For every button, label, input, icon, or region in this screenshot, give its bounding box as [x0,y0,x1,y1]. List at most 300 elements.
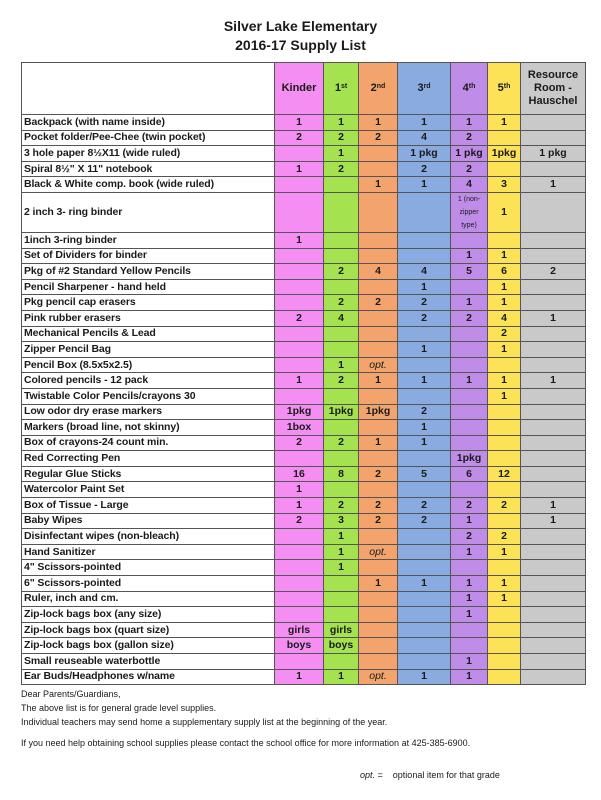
grade-3-quantity: 1 [398,669,451,685]
kinder-quantity [275,560,324,576]
grade-5-quantity [488,232,521,248]
kinder-quantity: 1 [275,115,324,131]
kinder-quantity: 1pkg [275,404,324,420]
table-row [22,161,586,177]
optional-legend [360,770,500,781]
kinder-quantity: 1 [275,498,324,514]
resource-room-column-header [521,63,586,115]
grade-3-quantity: 1 [398,576,451,592]
supply-item-name: Spiral 8½" X 11" notebook [22,161,275,177]
grade-3-quantity: 1 [398,279,451,295]
grade-1-quantity: 1 [324,146,359,162]
supply-item-name: Mechanical Pencils & Lead [22,326,275,342]
resource-room-quantity: 1 [521,513,586,529]
resource-room-quantity [521,435,586,451]
grade-3-quantity: 1 [398,420,451,436]
table-row [22,513,586,529]
resource-room-quantity [521,591,586,607]
resource-room-quantity [521,622,586,638]
table-row [22,357,586,373]
column-header-ordinal: rd [423,83,431,90]
table-row [22,622,586,638]
kinder-quantity: 1 [275,373,324,389]
supply-rows [22,115,586,685]
column-header-ordinal: nd [376,83,386,90]
grade-4-quantity: 1 [451,669,488,685]
supply-item-name: Zipper Pencil Bag [22,342,275,358]
table-row [22,404,586,420]
grade-1-quantity: 2 [324,435,359,451]
grade-2-quantity: 1 [359,177,398,193]
grade-2-quantity [359,192,398,232]
supply-item-name: Small reuseable waterbottle [22,654,275,670]
grade-2-quantity [359,161,398,177]
grade-5-quantity: 1 [488,591,521,607]
resource-room-quantity [521,482,586,498]
grade-3-quantity [398,482,451,498]
supply-item-name: Pink rubber erasers [22,310,275,326]
resource-room-quantity [521,326,586,342]
table-row [22,115,586,131]
grade-3-quantity [398,248,451,264]
grade-3-quantity [398,529,451,545]
grade-2-quantity [359,622,398,638]
grade-2-quantity [359,451,398,467]
grade-5-quantity [488,161,521,177]
grade-3-quantity: 2 [398,295,451,311]
grade-1-quantity: 1 [324,529,359,545]
grade-2-quantity [359,560,398,576]
grade-3-quantity [398,622,451,638]
grade-2-quantity: 1 [359,373,398,389]
grade-5-quantity [488,420,521,436]
grade-1-quantity: girls [324,622,359,638]
resource-room-quantity [521,654,586,670]
grade-1-quantity: 2 [324,373,359,389]
list-title: 2016-17 Supply List [235,37,366,53]
table-row [22,560,586,576]
grade-1-quantity: 2 [324,264,359,280]
supply-item-name: Zip-lock bags box (any size) [22,607,275,623]
grade-4-quantity [451,482,488,498]
resource-room-quantity: 1 [521,177,586,193]
kinder-quantity [275,451,324,467]
grade-2-quantity [359,420,398,436]
grade-2-quantity: 1pkg [359,404,398,420]
grade-1-quantity: 2 [324,498,359,514]
kinder-quantity: 2 [275,310,324,326]
grade-3-quantity: 4 [398,130,451,146]
grade-3-quantity: 1 [398,373,451,389]
grade-3-quantity: 1 [398,435,451,451]
table-row [22,669,586,685]
grade-2-quantity [359,591,398,607]
table-row [22,544,586,560]
grade-4-quantity [451,420,488,436]
resource-room-quantity [521,295,586,311]
supply-item-name: Pkg of #2 Standard Yellow Pencils [22,264,275,280]
grade-1-quantity: 1 [324,560,359,576]
table-row [22,435,586,451]
grade-2-quantity [359,326,398,342]
supply-item-name: Hand Sanitizer [22,544,275,560]
grade-3-quantity: 1 pkg [398,146,451,162]
resource-room-quantity: 1 [521,498,586,514]
kinder-quantity [275,388,324,404]
grade-2-quantity: 2 [359,513,398,529]
kinder-quantity [275,654,324,670]
grade-3-quantity: 2 [398,513,451,529]
supply-item-name: Colored pencils - 12 pack [22,373,275,389]
supply-item-name: Backpack (with name inside) [22,115,275,131]
grade-4-column-header [451,63,488,115]
kinder-quantity: 1 [275,232,324,248]
header-row [22,63,586,115]
kinder-quantity [275,544,324,560]
grade-2-quantity: 2 [359,295,398,311]
grade-3-quantity [398,591,451,607]
grade-2-quantity: opt. [359,357,398,373]
supply-item-name: Set of Dividers for binder [22,248,275,264]
supply-item-name: Box of Tissue - Large [22,498,275,514]
grade-5-quantity [488,560,521,576]
grade-2-quantity [359,279,398,295]
column-header-ordinal: th [468,83,476,90]
grade-5-quantity [488,451,521,467]
supply-item-name: 2 inch 3- ring binder [22,192,275,232]
grade-5-quantity [488,513,521,529]
grade-2-quantity [359,638,398,654]
kinder-quantity [275,279,324,295]
grade-2-quantity [359,232,398,248]
column-header-label: 3 [417,82,424,94]
grade-5-quantity [488,638,521,654]
column-header-ordinal: st [340,83,348,90]
grade-1-quantity: 4 [324,310,359,326]
column-header-label: 5 [497,82,504,94]
supply-item-name: Twistable Color Pencils/crayons 30 [22,388,275,404]
kinder-quantity [275,192,324,232]
table-row [22,388,586,404]
grade-3-quantity [398,388,451,404]
supply-item-name: Red Correcting Pen [22,451,275,467]
resource-room-quantity [521,115,586,131]
grade-3-quantity [398,654,451,670]
grade-4-quantity: 1 [451,654,488,670]
resource-room-quantity [521,130,586,146]
table-row [22,654,586,670]
grade-1-quantity: 2 [324,161,359,177]
grade-3-quantity [398,451,451,467]
kinder-quantity: 2 [275,513,324,529]
grade-4-quantity: 2 [451,310,488,326]
grade-1-quantity [324,326,359,342]
resource-room-quantity [521,357,586,373]
kinder-quantity: 2 [275,435,324,451]
resource-room-quantity [521,576,586,592]
kinder-quantity: 1 [275,161,324,177]
grade-1-quantity [324,654,359,670]
supply-item-name: Regular Glue Sticks [22,466,275,482]
kinder-quantity [275,326,324,342]
grade-3-quantity: 1 [398,177,451,193]
grade-4-quantity: 1 [451,576,488,592]
grade-1-quantity [324,232,359,248]
grade-5-quantity: 1 [488,576,521,592]
grade-4-quantity [451,435,488,451]
item-column-header [22,63,275,115]
grade-5-quantity: 1pkg [488,146,521,162]
grade-1-quantity [324,591,359,607]
resource-room-quantity [521,192,586,232]
grade-5-quantity [488,654,521,670]
grade-4-quantity [451,326,488,342]
grade-4-quantity [451,357,488,373]
table-row [22,498,586,514]
grade-4-quantity: 2 [451,130,488,146]
grade-5-quantity: 1 [488,248,521,264]
resource-room-quantity [521,388,586,404]
grade-1-quantity: 1 [324,544,359,560]
resource-room-quantity: 1 [521,373,586,389]
footer-contact-note: If you need help obtaining school supplies please contact the school office for more information at 425-385-6900. [21,738,471,748]
table-row [22,451,586,467]
resource-room-quantity [521,279,586,295]
grade-2-quantity [359,607,398,623]
grade-5-quantity: 1 [488,115,521,131]
supply-item-name: 3 hole paper 8½X11 (wide ruled) [22,146,275,162]
supply-item-name: Black & White comp. book (wide ruled) [22,177,275,193]
grade-4-quantity: 6 [451,466,488,482]
grade-4-quantity: 5 [451,264,488,280]
grade-4-quantity: 1 [451,295,488,311]
grade-4-quantity: 4 [451,177,488,193]
supply-item-name: 1inch 3-ring binder [22,232,275,248]
resource-room-quantity [521,451,586,467]
grade-2-quantity: opt. [359,544,398,560]
supply-item-name: Baby Wipes [22,513,275,529]
table-row [22,529,586,545]
grade-2-quantity [359,310,398,326]
table-row [22,310,586,326]
grade-3-quantity [398,232,451,248]
kinder-quantity [275,248,324,264]
grade-4-quantity: 1 [451,607,488,623]
grade-4-quantity: 2 [451,498,488,514]
footer-teacher-note: Individual teachers may send home a supplementary supply list at the beginning of the year. [21,717,388,727]
grade-2-quantity [359,146,398,162]
grade-5-quantity: 1 [488,373,521,389]
grade-4-quantity: 1 [451,591,488,607]
grade-4-quantity: 1pkg [451,451,488,467]
grade-5-quantity [488,482,521,498]
grade-4-quantity: 2 [451,529,488,545]
grade-1-quantity: 1 [324,357,359,373]
resource-room-quantity [521,232,586,248]
grade-4-quantity [451,279,488,295]
grade-4-quantity [451,388,488,404]
grade-3-quantity: 1 [398,342,451,358]
grade-3-quantity: 1 [398,115,451,131]
grade-2-quantity: opt. [359,669,398,685]
grade-2-quantity [359,654,398,670]
grade-1-quantity [324,342,359,358]
grade-2-quantity [359,248,398,264]
supply-item-name: Pencil Box (8.5x5x2.5) [22,357,275,373]
resource-room-quantity [521,638,586,654]
grade-2-quantity [359,342,398,358]
kinder-quantity: 16 [275,466,324,482]
table-row [22,279,586,295]
supply-item-name: Pocket folder/Pee-Chee (twin pocket) [22,130,275,146]
resource-room-quantity [521,248,586,264]
grade-1-column-header [324,63,359,115]
school-name: Silver Lake Elementary [223,18,378,34]
grade-2-quantity [359,529,398,545]
supply-item-name: Pencil Sharpener - hand held [22,279,275,295]
table-row [22,264,586,280]
grade-5-quantity: 1 [488,388,521,404]
grade-1-quantity [324,576,359,592]
grade-3-quantity [398,607,451,623]
grade-1-quantity: 1 [324,115,359,131]
table-row [22,373,586,389]
grade-1-quantity [324,279,359,295]
grade-5-quantity [488,622,521,638]
table-row [22,591,586,607]
footer-general-note: The above list is for general grade level supplies. [21,703,217,713]
grade-4-quantity: 1 [451,513,488,529]
grade-1-quantity: boys [324,638,359,654]
kinder-quantity [275,357,324,373]
grade-3-quantity [398,560,451,576]
kinder-quantity: boys [275,638,324,654]
column-header-label: 4 [462,82,469,94]
grade-1-quantity: 2 [324,130,359,146]
supply-item-name: Disinfectant wipes (non-bleach) [22,529,275,545]
column-header-ordinal: th [503,83,511,90]
kinder-quantity [275,295,324,311]
grade-4-quantity [451,342,488,358]
grade-2-quantity [359,482,398,498]
grade-2-quantity [359,388,398,404]
grade-5-quantity: 2 [488,498,521,514]
grade-4-quantity: 1 (non-zipper type) [451,192,488,232]
grade-1-quantity: 1 [324,669,359,685]
grade-5-quantity: 2 [488,529,521,545]
resource-room-quantity: 2 [521,264,586,280]
grade-3-quantity [398,326,451,342]
supply-item-name: Markers (broad line, not skinny) [22,420,275,436]
grade-4-quantity [451,622,488,638]
grade-1-quantity: 3 [324,513,359,529]
resource-room-quantity [521,420,586,436]
grade-5-quantity [488,607,521,623]
legend-text: optional item for that grade [392,770,500,780]
grade-4-quantity: 1 [451,248,488,264]
supply-item-name: Pkg pencil cap erasers [22,295,275,311]
resource-room-quantity: 1 [521,310,586,326]
table-row [22,326,586,342]
resource-room-quantity [521,466,586,482]
grade-2-quantity: 2 [359,498,398,514]
kinder-quantity: 1box [275,420,324,436]
grade-3-quantity: 2 [398,161,451,177]
grade-5-quantity: 1 [488,342,521,358]
kinder-quantity: 1 [275,669,324,685]
resource-room-quantity [521,607,586,623]
resource-room-quantity [521,342,586,358]
grade-1-quantity [324,192,359,232]
table-row [22,192,586,232]
resource-room-quantity [521,669,586,685]
table-row [22,420,586,436]
resource-room-quantity: 1 pkg [521,146,586,162]
column-header-label: Kinder [281,82,317,94]
kinder-quantity [275,177,324,193]
grade-4-quantity: 1 [451,544,488,560]
footer-greeting: Dear Parents/Guardians, [21,689,121,699]
grade-1-quantity [324,177,359,193]
grade-3-quantity: 4 [398,264,451,280]
resource-room-quantity [521,161,586,177]
grade-1-quantity: 8 [324,466,359,482]
grade-4-quantity [451,560,488,576]
grade-5-quantity [488,669,521,685]
grade-2-quantity: 1 [359,115,398,131]
grade-5-quantity [488,130,521,146]
grade-5-quantity: 12 [488,466,521,482]
supply-item-name: 4" Scissors-pointed [22,560,275,576]
supply-item-name: Low odor dry erase markers [22,404,275,420]
grade-3-quantity: 2 [398,404,451,420]
grade-2-quantity: 1 [359,435,398,451]
table-row [22,638,586,654]
resource-room-quantity [521,404,586,420]
grade-3-quantity [398,544,451,560]
grade-3-quantity: 5 [398,466,451,482]
kinder-quantity: girls [275,622,324,638]
grade-4-quantity: 1 [451,373,488,389]
grade-5-quantity: 1 [488,192,521,232]
kinder-column-header [275,63,324,115]
table-row [22,607,586,623]
kinder-quantity [275,264,324,280]
grade-4-quantity: 2 [451,161,488,177]
grade-4-quantity: 1 pkg [451,146,488,162]
grade-4-quantity: 1 [451,115,488,131]
table-row [22,248,586,264]
grade-4-quantity [451,232,488,248]
supply-item-name: Box of crayons-24 count min. [22,435,275,451]
grade-5-quantity: 3 [488,177,521,193]
grade-2-quantity: 2 [359,130,398,146]
grade-2-quantity: 1 [359,576,398,592]
grade-1-quantity: 2 [324,295,359,311]
column-header-label: Resource Room - Hauschel [527,69,579,107]
kinder-quantity [275,342,324,358]
grade-3-quantity [398,638,451,654]
table-row [22,177,586,193]
grade-1-quantity [324,248,359,264]
table-row [22,295,586,311]
kinder-quantity [275,591,324,607]
grade-5-quantity: 4 [488,310,521,326]
grade-3-quantity: 2 [398,498,451,514]
grade-1-quantity [324,420,359,436]
table-row [22,342,586,358]
table-row [22,232,586,248]
